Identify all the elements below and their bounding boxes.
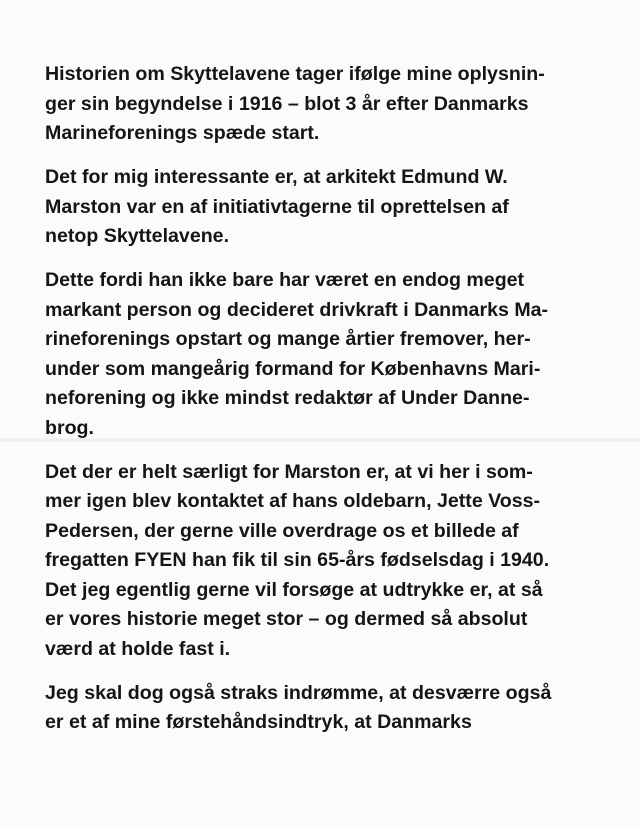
- text-line: Marston var en af initiativtagerne til oprettelsen af: [45, 195, 509, 218]
- paragraph-5: [45, 679, 605, 738]
- text-line: fregatten FYEN han fik til sin 65-års fødselsdag i 1940.: [45, 549, 550, 571]
- text-line: netop Skyttelavene.: [45, 225, 230, 247]
- text-line: Jeg skal dog også straks indrømme, at desværre også: [45, 681, 552, 704]
- text-line: Historien om Skyttelavene tager ifølge mine oplysnin-: [45, 63, 545, 85]
- text-line: Det jeg egentlig gerne vil forsøge at udtrykke er, at så: [45, 578, 543, 601]
- paragraph-3: [45, 266, 605, 443]
- text-line: er et af mine førstehåndsindtryk, at Danmarks: [45, 711, 472, 733]
- text-line: Det for mig interessante er, at arkitekt Edmund W.: [45, 166, 508, 188]
- text-line: mer igen blev kontaktet af hans oldebarn, Jette Voss-: [45, 490, 541, 512]
- document-body: [45, 60, 605, 752]
- paragraph-4: [45, 458, 605, 665]
- paragraph-1: [45, 60, 605, 149]
- text-line: ger sin begyndelse i 1916 – blot 3 år efter Danmarks: [45, 92, 529, 115]
- paragraph-2: [45, 163, 605, 252]
- text-line: neforening og ikke mindst redaktør af Under Danne-: [45, 387, 530, 409]
- text-line: under som mangeårig formand for Københavns Mari-: [45, 357, 541, 380]
- text-line: værd at holde fast i.: [45, 637, 231, 660]
- text-line: rineforenings opstart og mange årtier fremover, her-: [45, 328, 531, 350]
- text-line: Det der er helt særligt for Marston er, at vi her i som-: [45, 460, 533, 483]
- text-line: brog.: [45, 416, 94, 439]
- text-line: Marineforenings spæde start.: [45, 122, 320, 144]
- text-line: markant person og decideret drivkraft i Danmarks Ma-: [45, 298, 549, 321]
- text-line: Pedersen, der gerne ville overdrage os et billede af: [45, 519, 519, 542]
- text-line: Dette fordi han ikke bare har været en endog meget: [45, 269, 525, 291]
- text-line: er vores historie meget stor – og dermed så absolut: [45, 608, 528, 630]
